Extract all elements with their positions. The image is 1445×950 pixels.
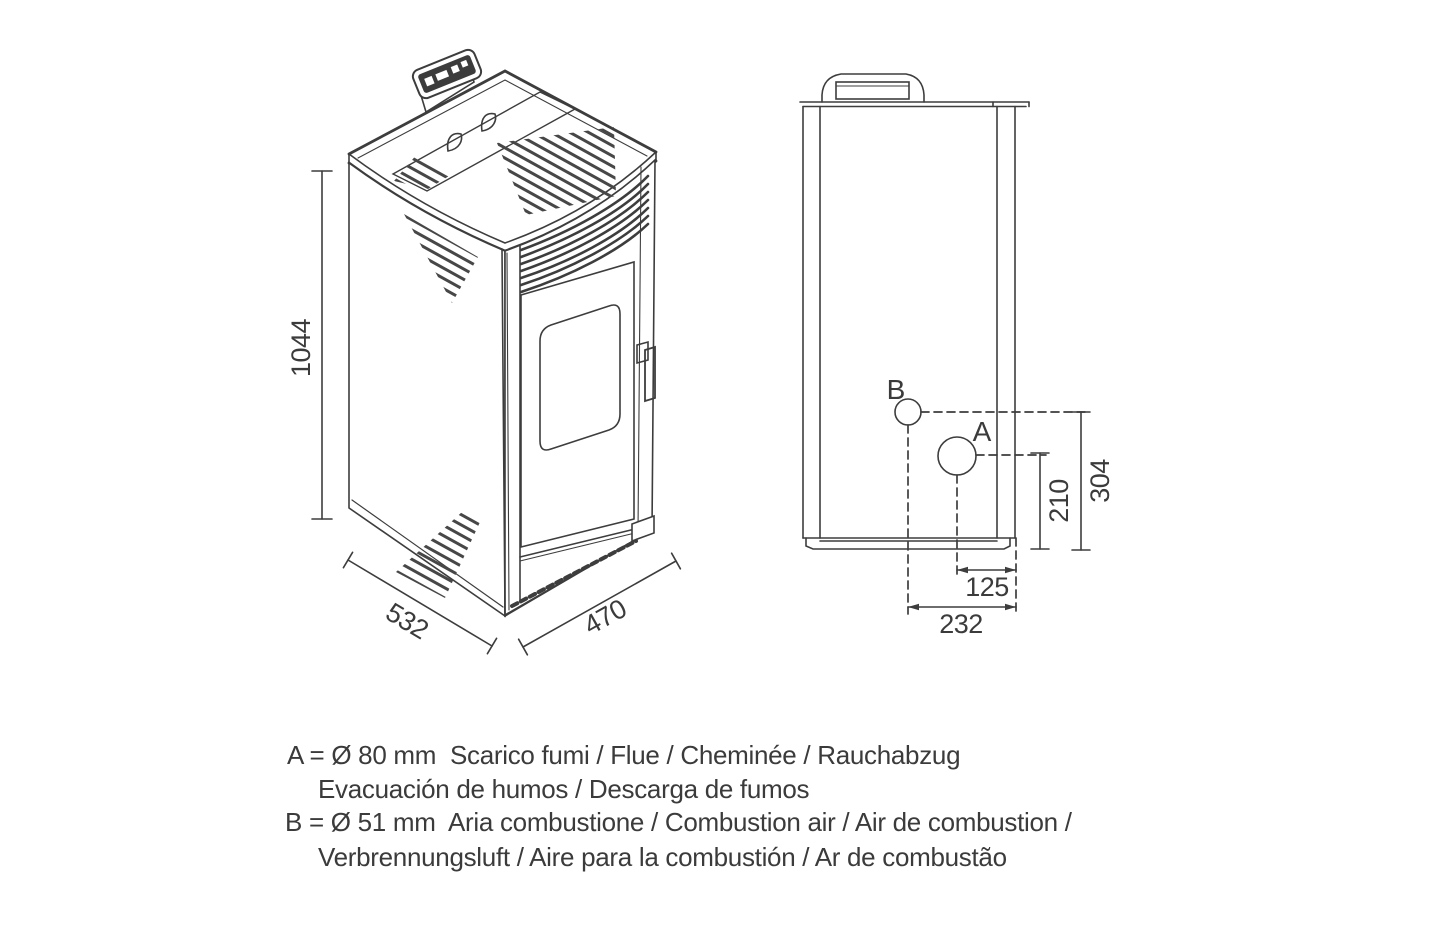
port-a-label: A	[972, 416, 992, 447]
dim-flue-offset-label: 125	[965, 572, 1009, 602]
dim-flue-offset-125	[957, 567, 1016, 602]
dim-depth-label: 532	[380, 596, 434, 646]
dim-flue-height-label: 304	[1085, 459, 1115, 503]
port-a-circle	[938, 437, 976, 475]
legend-a-line1: A = Ø 80 mm Scarico fumi / Flue / Cheminée / Rauchabzug	[287, 740, 961, 770]
dim-flue-height-304	[1072, 412, 1115, 550]
rear-handle-slot	[836, 82, 909, 99]
legend-a-line2: Evacuación de humos / Descarga de fumos	[318, 774, 810, 804]
legend-b-line1: B = Ø 51 mm Aria combustione / Combustion air / Air de combustion /	[285, 807, 1072, 837]
port-b-label: B	[886, 374, 906, 405]
dim-air-offset-label: 232	[939, 609, 983, 639]
dim-air-height-label: 210	[1044, 479, 1074, 523]
dim-air-height-210	[1031, 453, 1074, 549]
legend-b-line2: Verbrennungsluft / Aire para la combustión / Ar de combustão	[318, 842, 1007, 872]
dim-width-label: 470	[578, 593, 632, 641]
dim-height-label: 1044	[286, 318, 316, 378]
dim-air-offset-232	[908, 604, 1016, 639]
isometric-view	[286, 48, 680, 655]
rear-view	[800, 74, 1115, 639]
dim-height-1044	[286, 171, 332, 519]
